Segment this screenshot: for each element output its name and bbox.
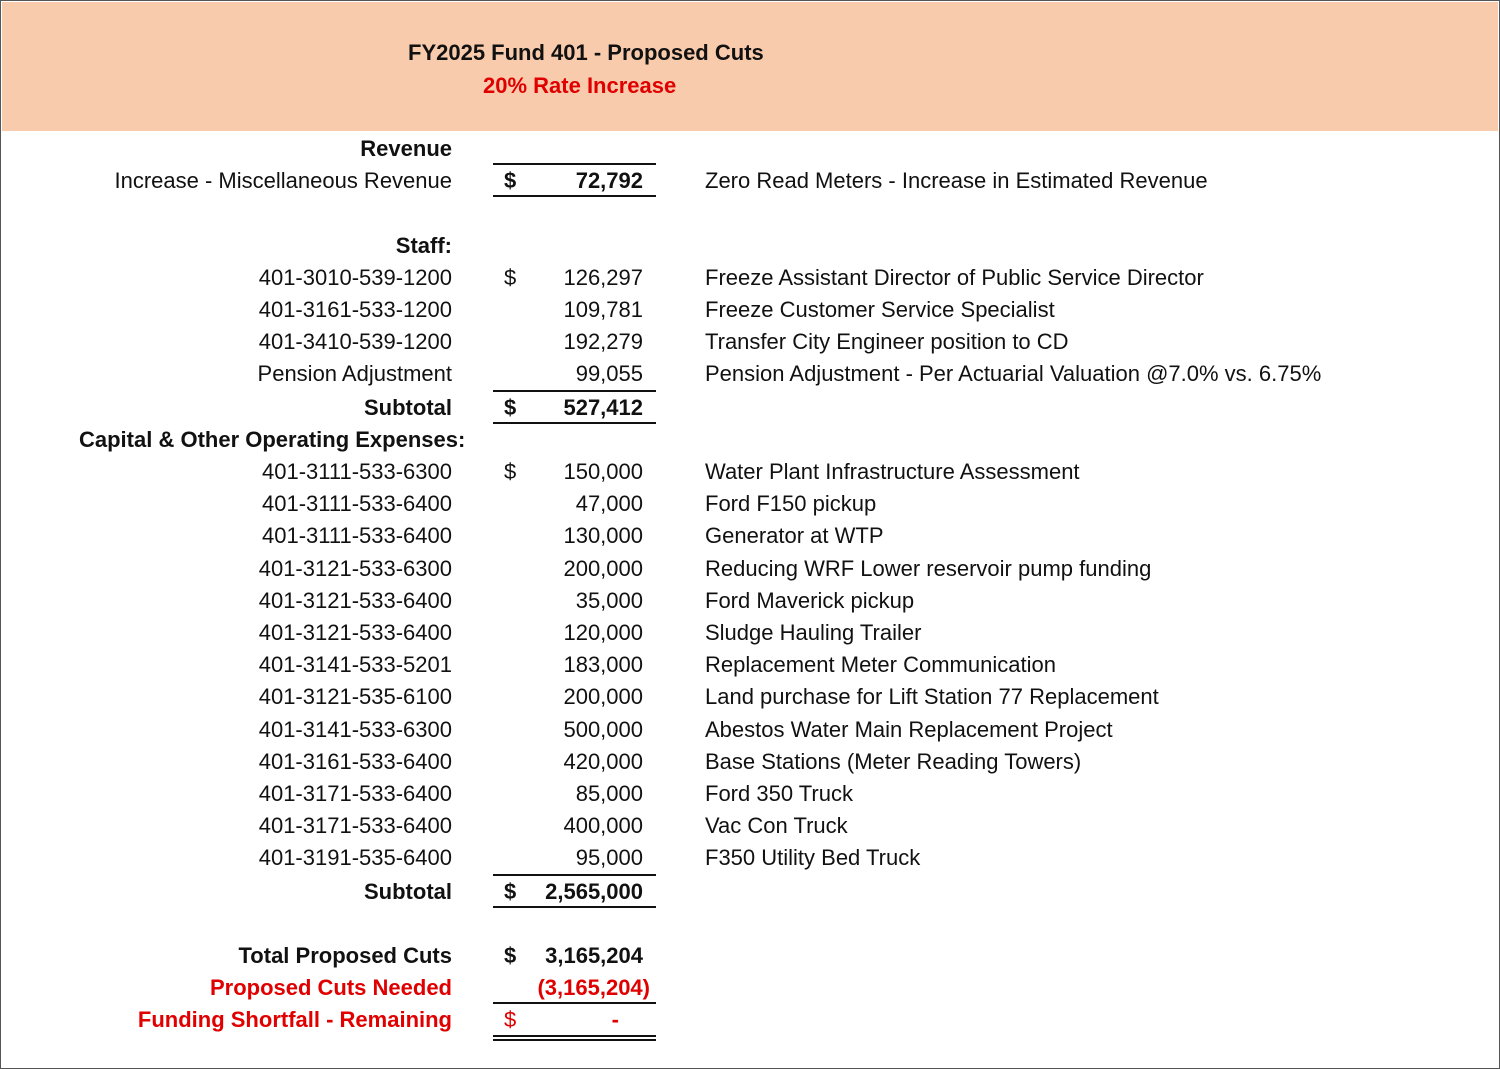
capital-subtotal-bottom-rule: [493, 906, 656, 908]
staff-row: [1, 263, 1499, 293]
capital-description: F350 Utility Bed Truck: [705, 845, 921, 870]
revenue-heading: Revenue: [360, 136, 452, 161]
total-dollar: $: [504, 943, 517, 968]
needed-amount: (3,165,204): [537, 975, 650, 1000]
staff-heading-row: [1, 231, 1499, 261]
capital-row: [1, 843, 1499, 873]
capital-amount: 35,000: [575, 588, 643, 613]
staff-subtotal-label: Subtotal: [364, 395, 452, 420]
capital-heading-row: [1, 425, 1499, 455]
capital-description: Reducing WRF Lower reservoir pump funding: [705, 556, 1152, 581]
shortfall-label: Funding Shortfall - Remaining: [137, 1007, 452, 1032]
capital-row: [1, 650, 1499, 680]
capital-row: [1, 554, 1499, 584]
staff-account: 401-3010-539-1200: [258, 265, 452, 290]
staff-amount: 99,055: [575, 361, 643, 386]
capital-heading: Capital & Other Operating Expenses:: [79, 427, 466, 452]
staff-amount: 126,297: [563, 265, 643, 290]
capital-amount: 85,000: [575, 781, 643, 806]
capital-row: [1, 457, 1499, 487]
capital-description: Base Stations (Meter Reading Towers): [705, 749, 1082, 774]
capital-dollar: $: [504, 459, 517, 484]
needed-label: Proposed Cuts Needed: [209, 975, 452, 1000]
capital-account: 401-3111-533-6400: [261, 523, 452, 548]
capital-amount: 130,000: [563, 523, 643, 548]
staff-subtotal-amount: 527,412: [563, 395, 643, 420]
shortfall-dollar: $: [504, 1007, 517, 1032]
page-subtitle: 20% Rate Increase: [483, 73, 677, 98]
capital-amount: 150,000: [563, 459, 643, 484]
total-label: Total Proposed Cuts: [238, 943, 452, 968]
staff-account: 401-3161-533-1200: [258, 297, 452, 322]
shortfall-row: [1, 1005, 1499, 1035]
staff-description: Pension Adjustment - Per Actuarial Valuation @7.0% vs. 6.75%: [705, 361, 1322, 386]
capital-description: Water Plant Infrastructure Assessment: [705, 459, 1080, 484]
capital-row: [1, 586, 1499, 616]
page-title: FY2025 Fund 401 - Proposed Cuts: [408, 40, 764, 65]
capital-account: 401-3141-533-5201: [258, 652, 452, 677]
revenue-description: Zero Read Meters - Increase in Estimated Revenue: [705, 168, 1208, 193]
capital-description: Generator at WTP: [705, 523, 884, 548]
capital-account: 401-3121-533-6400: [258, 588, 452, 613]
header-band: [2, 2, 1498, 131]
needed-row: [1, 973, 1499, 1003]
capital-description: Ford 350 Truck: [705, 781, 853, 806]
staff-row: [1, 295, 1499, 325]
capital-amount: 400,000: [563, 813, 643, 838]
capital-subtotal-dollar: $: [504, 879, 517, 904]
capital-subtotal-label: Subtotal: [364, 879, 452, 904]
capital-amount: 95,000: [575, 845, 643, 870]
shortfall-double-rule-1: [493, 1035, 656, 1037]
total-row: [1, 941, 1499, 971]
capital-account: 401-3191-535-6400: [258, 845, 452, 870]
staff-subtotal-bottom-rule: [493, 422, 656, 424]
revenue-top-rule: [493, 163, 656, 165]
staff-description: Freeze Customer Service Specialist: [705, 297, 1055, 322]
capital-description: Ford F150 pickup: [705, 491, 877, 516]
revenue-dollar: $: [504, 168, 517, 193]
revenue-bottom-rule: [493, 195, 656, 197]
capital-amount: 47,000: [575, 491, 643, 516]
staff-dollar: $: [504, 265, 517, 290]
capital-account: 401-3111-533-6300: [261, 459, 452, 484]
staff-amount: 109,781: [563, 297, 643, 322]
staff-subtotal-row: [1, 393, 1499, 423]
shortfall-double-rule-2: [493, 1039, 656, 1041]
capital-row: [1, 779, 1499, 809]
capital-subtotal-amount: 2,565,000: [545, 879, 643, 904]
capital-description: Land purchase for Lift Station 77 Replacement: [705, 684, 1159, 709]
staff-description: Freeze Assistant Director of Public Service Director: [705, 265, 1204, 290]
capital-account: 401-3121-533-6300: [258, 556, 452, 581]
capital-account: 401-3121-535-6100: [258, 684, 452, 709]
capital-row: [1, 747, 1499, 777]
staff-account: Pension Adjustment: [257, 361, 452, 386]
staff-description: Transfer City Engineer position to CD: [705, 329, 1069, 354]
capital-account: 401-3121-533-6400: [258, 620, 452, 645]
capital-description: Sludge Hauling Trailer: [705, 620, 922, 645]
capital-amount: 200,000: [563, 556, 643, 581]
revenue-row: [1, 166, 1499, 196]
capital-amount: 200,000: [563, 684, 643, 709]
staff-subtotal-top-rule: [493, 390, 656, 392]
capital-amount: 120,000: [563, 620, 643, 645]
capital-description: Replacement Meter Communication: [705, 652, 1056, 677]
capital-row: [1, 521, 1499, 551]
revenue-amount: 72,792: [575, 168, 643, 193]
capital-amount: 183,000: [563, 652, 643, 677]
capital-row: [1, 489, 1499, 519]
shortfall-top-rule: [493, 1002, 656, 1004]
capital-row: [1, 811, 1499, 841]
capital-account: 401-3171-533-6400: [258, 813, 452, 838]
capital-row: [1, 715, 1499, 745]
capital-row: [1, 682, 1499, 712]
staff-row: [1, 359, 1499, 389]
staff-subtotal-dollar: $: [504, 395, 517, 420]
capital-row: [1, 618, 1499, 648]
capital-description: Abestos Water Main Replacement Project: [705, 717, 1113, 742]
staff-amount: 192,279: [563, 329, 643, 354]
staff-heading: Staff:: [395, 233, 452, 258]
capital-subtotal-row: [1, 877, 1499, 907]
revenue-heading-row: [1, 134, 1499, 164]
capital-subtotal-top-rule: [493, 874, 656, 876]
capital-account: 401-3141-533-6300: [258, 717, 452, 742]
capital-account: 401-3161-533-6400: [258, 749, 452, 774]
capital-amount: 420,000: [563, 749, 643, 774]
capital-amount: 500,000: [563, 717, 643, 742]
staff-account: 401-3410-539-1200: [258, 329, 452, 354]
total-amount: 3,165,204: [545, 943, 643, 968]
capital-description: Vac Con Truck: [705, 813, 848, 838]
capital-account: 401-3111-533-6400: [261, 491, 452, 516]
capital-description: Ford Maverick pickup: [705, 588, 915, 613]
shortfall-amount: -: [611, 1007, 619, 1032]
revenue-label: Increase - Miscellaneous Revenue: [114, 168, 452, 193]
staff-row: [1, 327, 1499, 357]
capital-account: 401-3171-533-6400: [258, 781, 452, 806]
